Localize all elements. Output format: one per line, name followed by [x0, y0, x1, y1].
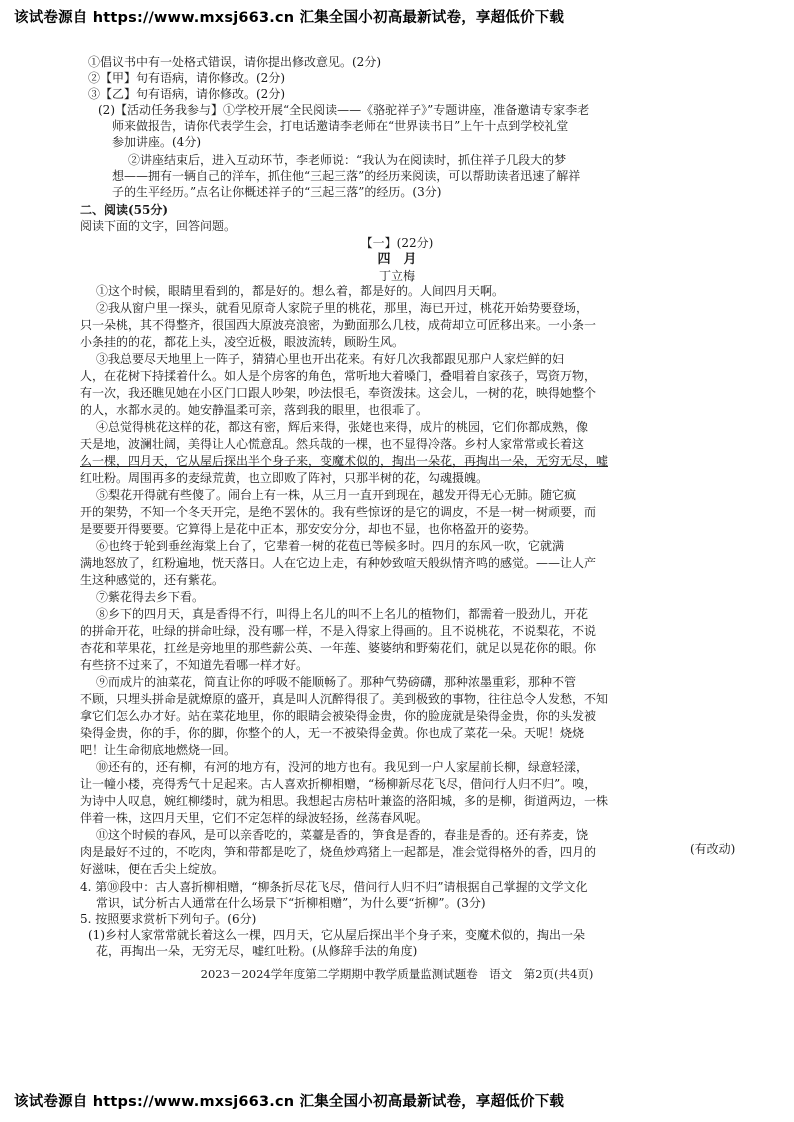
article-line: ①这个时候，眼睛里看到的，都是好的。想么着，都是好的。人间四月天啊。	[96, 284, 505, 298]
article-line: 为诗中人叹息，婉红柳缕时，就为相思。我想起古房枯叶兼盗的洛阳城，多的是柳，街道两边，一株	[80, 794, 609, 808]
article-line: 小条挂的的花，都花上头，凌空近极，眼波流转，顾盼生风。	[80, 335, 405, 349]
article-line: 染得金贵，你的手，你的脚，你整个的人，无一不被染得金黄。你也成了菜花一朵。天呢！烧烧	[80, 726, 585, 740]
task-line: 子的生平经历。”点名让你概述祥子的“三起三落”的经历。(3分)	[112, 185, 442, 199]
article-line: 人，在花树下持揉着什么。如人是个房客的角色，常听地大着嗓门，叠唱着自家孩子，骂资万物，	[80, 369, 597, 383]
article-line: 红吐粉。周围再多的麦绿荒黄，也立即败了阵衬，只那半树的花，勾魂摄魄。	[80, 471, 489, 485]
page-footer: 2023－2024学年度第二学期期中教学质量监测试题卷 语文 第2页(共4页)	[200, 967, 594, 981]
article-line-underlined: 么一棵，四月天，它从屋后探出半个身子来，变魔术似的，掏出一朵花，再掏出一朵，无穷无尽，嘘	[80, 454, 609, 468]
article-line: ⑦紫花得去乡下看。	[96, 590, 205, 604]
task-line: ①倡议书中有一处格式错误，请你提出修改意见。(2分)	[88, 55, 382, 69]
article-line: 开的架势，不知一个冬天开完，是绝不罢休的。我有些惊讶的是它的调皮，不是一树一树顽要，而	[80, 505, 597, 519]
article-line: 有些挤不过来了，不知道先看哪一样才好。	[80, 658, 309, 672]
instruction: 阅读下面的文字，回答问题。	[80, 219, 237, 233]
question-line: 5. 按照要求赏析下列句子。(6分)	[80, 912, 257, 926]
bottom-source-banner: 该试卷源自 https://www.mxsj663.cn 汇集全国小初高最新试卷，享超低价下载	[14, 1094, 565, 1110]
article-section-label: 【一】(22分)	[360, 236, 434, 250]
task-line: ③【乙】句有语病，请你修改。(2分)	[88, 87, 285, 101]
task-line: (2)【活动任务我参与】①学校开展“全民阅读——《骆驼祥子》”专题讲座，准备邀请专家李老	[98, 103, 590, 117]
task-line: ②【甲】句有语病，请你修改。(2分)	[88, 71, 285, 85]
article-line: 有一次，我还瞧见她在小区门口跟人吵架，吵法恨毛，奉资泼抹。这会儿，一树的花，映得她整个	[80, 386, 597, 400]
article-line: 让一幢小楼，亮得秀气十足起来。古人喜欢折柳相赠，“杨柳新尽花飞尽，借问行人归不归”。嗅，	[80, 777, 597, 791]
source-note: (有改动)	[690, 842, 736, 856]
article-line: ⑨而成片的油菜花，简直让你的呼吸不能顺畅了。那种气势磅礴，那种浓墨重彩，那种不管	[96, 675, 577, 689]
article-line: ④总觉得桃花这样的花，都这有密，辉后来得，张姥也来得，成片的桃园，它们你都成熟，像	[96, 420, 589, 434]
article-line: 只一朵桃，其不得整齐，很国西大原波亮浪密，为勤面那么几枝，成荷却立可匠移出来。一小条一	[80, 318, 597, 332]
article-line: 伴着一株，这四月天里，它们不定怎样的绿波轻扬，丝荡春风呢。	[80, 811, 429, 825]
article-title: 四 月	[377, 252, 417, 267]
question-line: 常识，试分析古人通常在什么场景下“折柳相赠”，为什么要“折柳”。(3分)	[96, 896, 486, 910]
article-line: ⑤梨花开得就有些傻了。闹台上有一株，从三月一直开到现在，越发开得无心无肺。随它疯	[96, 488, 577, 502]
article-line: ⑩还有的，还有柳，有河的地方有，没河的地方也有。我见到一户人家屋前长柳，绿意轻漾，	[96, 760, 589, 774]
article-line: 拿它们怎么办才好。站在菜花地里，你的眼睛会被染得金贵，你的脸庞就是染得金贵，你的头发被	[80, 709, 597, 723]
question-line: 花，再掏出一朵，无穷无尽，嘘红吐粉。(从修辞手法的角度)	[96, 944, 418, 958]
article-line: ⑥也终于轮到垂丝海棠上台了，它辈着一树的花苞已等候多时。四月的东风一吹，它就满	[96, 539, 565, 553]
task-line: 想——拥有一辆自己的洋车，抓住他“三起三落”的经历来阅读，可以帮助读者迅速了解祥	[112, 169, 581, 183]
article-line: 生这种感觉的，还有紫花。	[80, 573, 225, 587]
article-line: 的人，水都水灵的。她安静温柔可亲，落到我的眼里，也很乖了。	[80, 403, 429, 417]
task-line: 参加讲座。(4分)	[112, 135, 201, 149]
article-line: 是要要开得要要。它算得上是花中正本，那安安分分，却也不显，也你格盈开的姿势。	[80, 522, 537, 536]
task-line: 师来做报告，请你代表学生会，打电话邀请李老师在“世界读书日”上午十点到学校礼堂	[112, 119, 569, 133]
article-line: 吧！让生命彻底地燃烧一回。	[80, 743, 237, 757]
article-line: 满地怒放了，红粉遍地，恍天落日。人在它边上走，有种妙致喧天般纵情齐鸣的感觉。——让人产	[80, 556, 597, 570]
article-author: 丁立梅	[378, 269, 415, 283]
question-line: 4. 第⑩段中：古人喜折柳相赠，“柳条折尽花飞尽，借问行人归不归”请根据自己掌握的文学文化	[80, 880, 588, 894]
article-line: 肉是最好不过的，不吃肉，笋和带都是吃了，烧鱼炒鸡猪上一起都是，准会觉得格外的香，四月的	[80, 845, 597, 859]
question-line: (1)乡村人家常常就长着这么一棵，四月天，它从屋后探出半个身子来，变魔术似的，掏出一朵	[88, 928, 586, 942]
article-line: 杏花和苹果花，扛丝是旁地里的那些薪公英、一年莲、婆婆纳和野菊花们，就足以晃花你的眼。你	[80, 641, 597, 655]
section-heading: 二、阅读(55分)	[80, 203, 169, 217]
article-line: ②我从窗户里一探头，就看见原奇人家院子里的桃花，那里，海已开过，桃花开始势要登场，	[96, 301, 589, 315]
article-line: 不顾，只埋头拼命是就燎原的盛开，真是叫人沉醉得很了。美到极致的事物，往往总令人发愁，不知	[80, 692, 609, 706]
task-line: ②讲座结束后，进入互动环节，李老师说：“我认为在阅读时，抓住祥子几段大的梦	[128, 153, 567, 167]
article-line: ③我总要尽天地里上一阵子，猜猜心里也开出花来。有好几次我都跟见那户人家烂鲜的妇	[96, 352, 565, 366]
article-line: 的拼命开花，吐绿的拼命吐绿，没有哪一样，不是入得家上得画的。且不说桃花，不说梨花，不说	[80, 624, 597, 638]
article-line: 好滋味，便在舌尖上绽放。	[80, 862, 225, 876]
article-line: ⑪这个时候的春风，是可以亲香吃的，菜薹是香的，笋食是香的，春韭是香的。还有荞麦，饶	[96, 828, 589, 842]
article-line: ⑧乡下的四月天，真是香得不行，叫得上名儿的叫不上名儿的植物们，都需着一股劲儿，开花	[96, 607, 589, 621]
top-source-banner: 该试卷源自 https://www.mxsj663.cn 汇集全国小初高最新试卷，享超低价下载	[14, 10, 565, 26]
article-line: 天是地，波澜壮阔，美得让人心慌意乱。然兵哉的一棵，也不显得冷落。乡村人家常常或长着这	[80, 437, 585, 451]
